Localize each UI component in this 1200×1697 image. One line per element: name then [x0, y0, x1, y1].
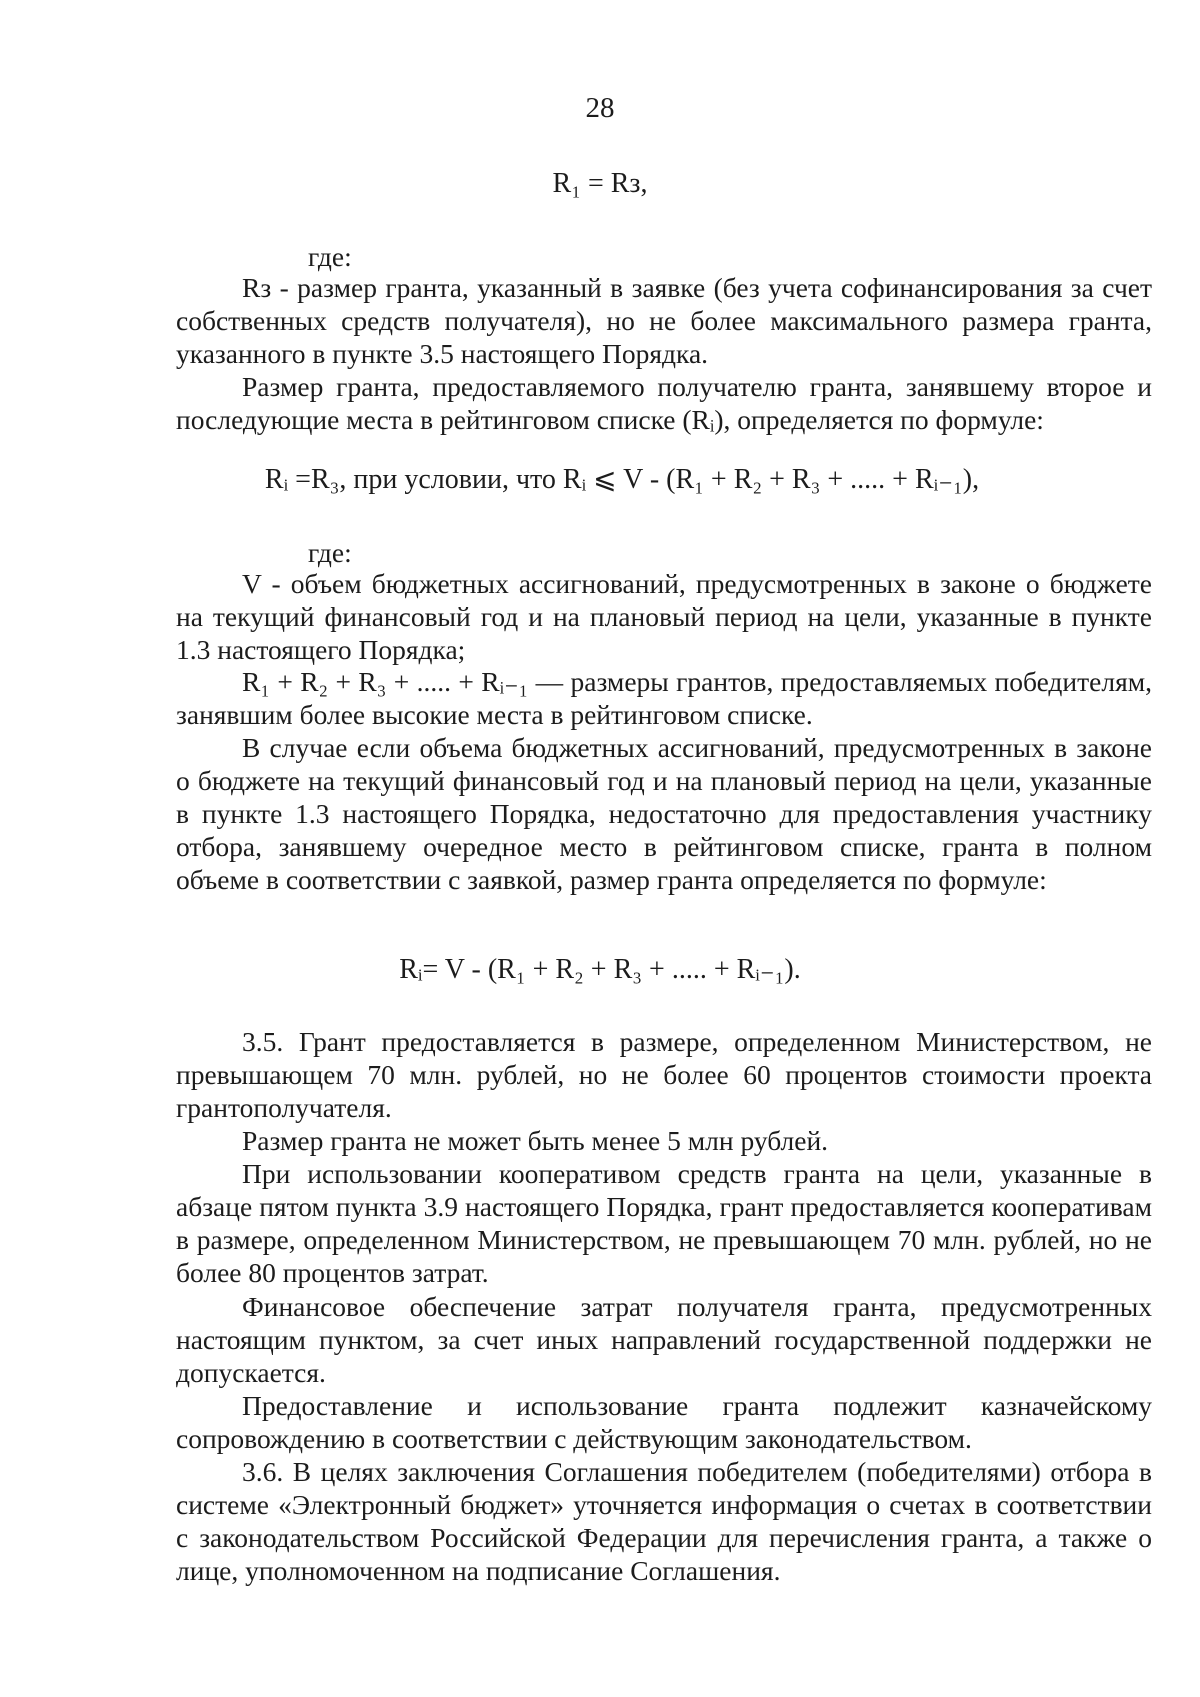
formula-ri-remaining: Rᵢ= V - (R₁ + R₂ + R₃ + ..... + Rᵢ₋₁). — [399, 954, 801, 985]
where-text-1: где: — [308, 241, 352, 272]
paragraph-3-6: 3.6. В целях заключения Соглашения победителем (победителями) отбора в системе «Электронный бюджет» уточняется информация о счетах в соответствии с законодательством Российской Федерации для перечисления гранта, а также о лице, уполномоченном на подписание Соглашения. — [176, 1456, 1152, 1586]
paragraph-grant-size-next-places: Размер гранта, предоставляемого получателю гранта, занявшему второе и последующие места в рейтинговом списке (Rᵢ), определяется по формуле: — [176, 371, 1152, 435]
formula-r1: R₁ = Rз, — [552, 168, 648, 199]
page-number: 28 — [585, 92, 615, 124]
paragraph-3-5: 3.5. Грант предоставляется в размере, определенном Министерством, не превышающем 70 млн. рублей, но не более 60 процентов стоимости проекта грантополучателя. — [176, 1026, 1152, 1123]
paragraph-v-definition: V - объем бюджетных ассигнований, предусмотренных в законе о бюджете на текущий финансовый год и на плановый период на цели, указанные в пункте 1.3 настоящего Порядка; — [176, 568, 1152, 665]
paragraph-r-sum-definition: R₁ + R₂ + R₃ + ..... + Rᵢ₋₁ — размеры грантов, предоставляемых победителям, занявшим более высокие места в рейтинговом списке. — [176, 666, 1152, 730]
paragraph-cooperative: При использовании кооперативом средств гранта на цели, указанные в абзаце пятом пункта 3.9 настоящего Порядка, грант предоставляется кооперативам в размере, определенном Министерством, не превышающем 70 млн. рублей, но не более 80 процентов затрат. — [176, 1158, 1152, 1288]
paragraph-r3-definition: Rз - размер гранта, указанный в заявке (без учета софинансирования за счет собственных средств получателя), но не более максимального размера гранта, указанного в пункте 3.5 настоящего Порядка. — [176, 272, 1152, 369]
paragraph-financing: Финансовое обеспечение затрат получателя гранта, предусмотренных настоящим пунктом, за счет иных направлений государственной поддержки не допускается. — [176, 1291, 1152, 1388]
paragraph-treasury: Предоставление и использование гранта подлежит казначейскому сопровождению в соответствии с действующим законодательством. — [176, 1390, 1152, 1454]
formula-ri-condition: Rᵢ =R₃, при условии, что Rᵢ ⩽ V - (R₁ + R₂ + R₃ + ..... + Rᵢ₋₁), — [264, 464, 980, 495]
paragraph-min-grant: Размер гранта не может быть менее 5 млн рублей. — [242, 1125, 829, 1156]
where-label-1 — [176, 240, 1152, 273]
paragraph-insufficient-funds: В случае если объема бюджетных ассигнований, предусмотренных в законе о бюджете на текущий финансовый год и на плановый период на цели, указанные в пункте 1.3 настоящего Порядка, недостаточно для предоставления участнику отбора, занявшему очередное место в рейтинговом списке, гранта в полном объеме в соответствии с заявкой, размер гранта определяется по формуле: — [176, 732, 1152, 895]
where-label-2 — [176, 536, 1152, 569]
where-text-2: где: — [308, 537, 352, 568]
